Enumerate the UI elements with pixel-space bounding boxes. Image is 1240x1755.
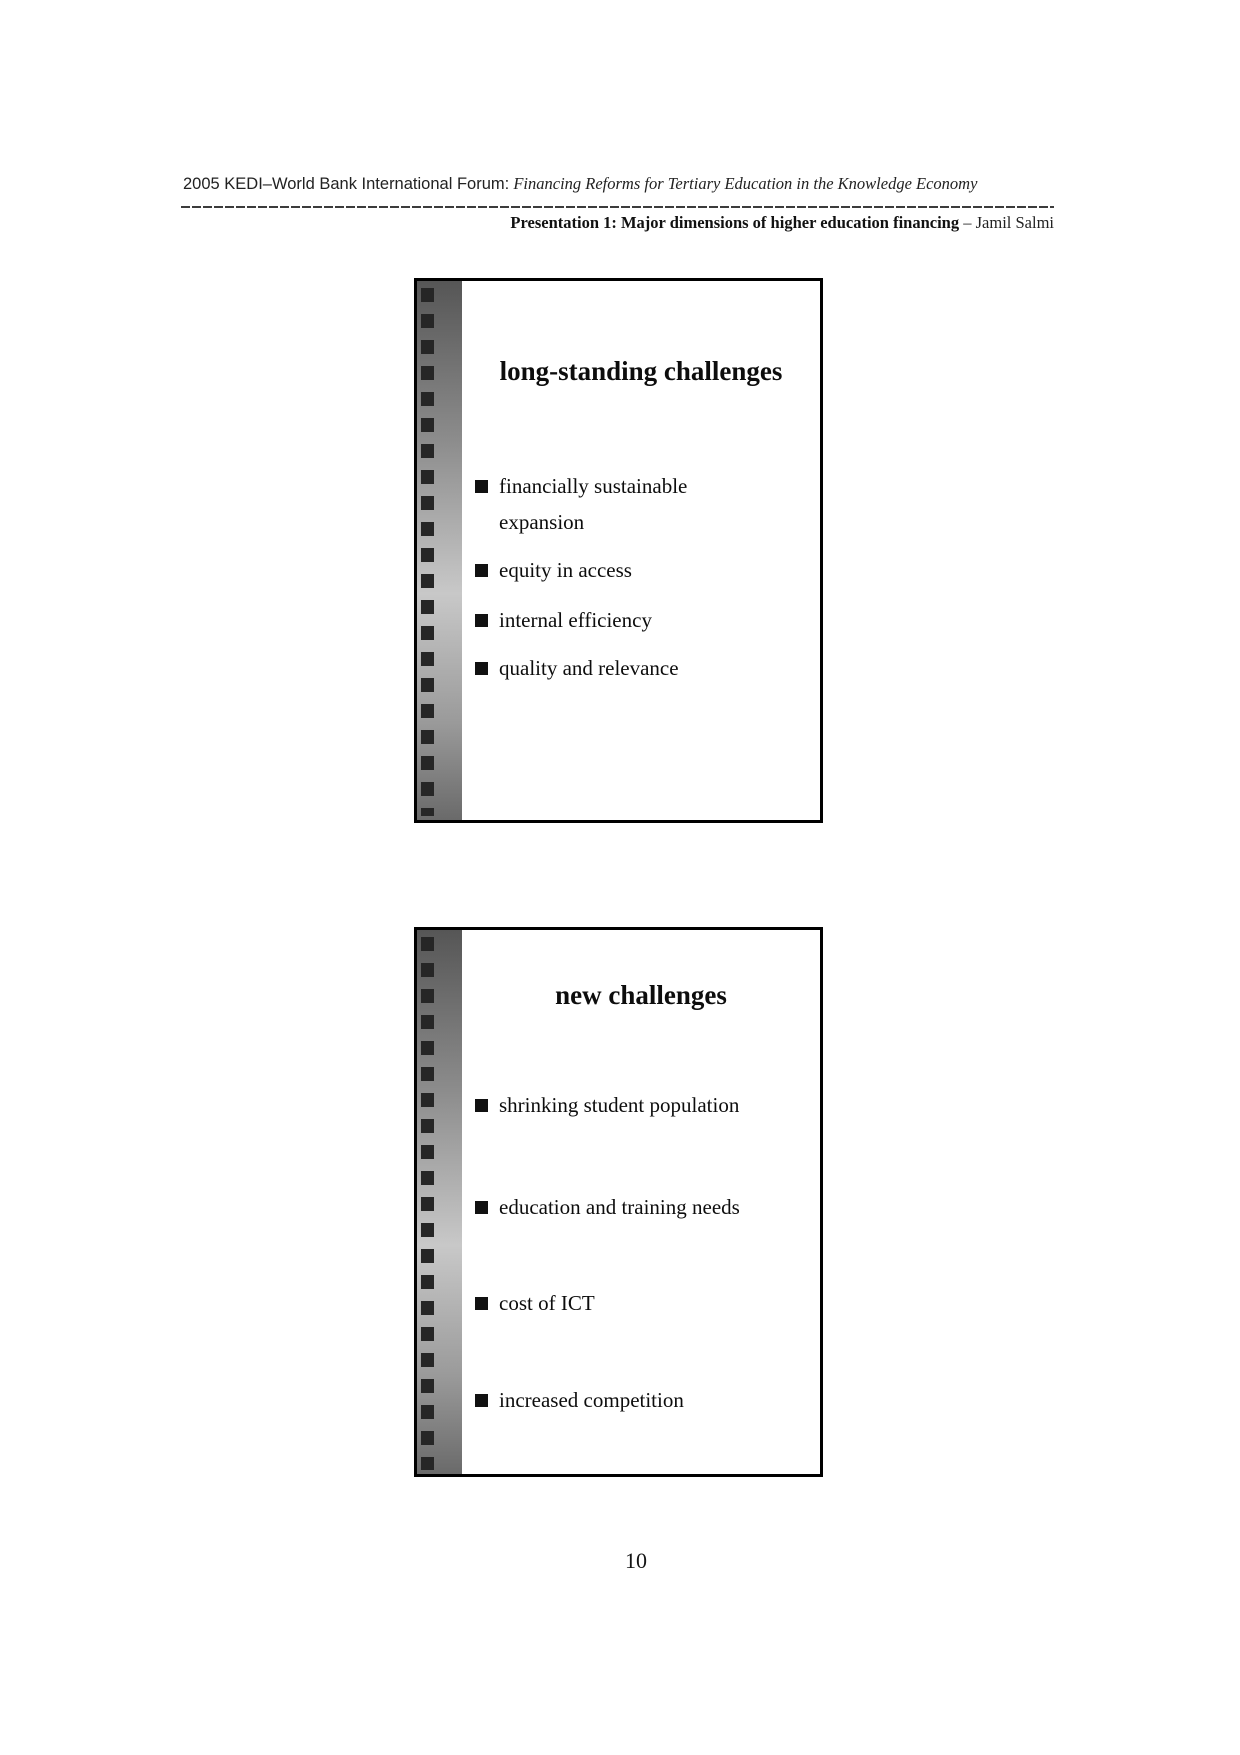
forum-title: 2005 KEDI–World Bank International Forum: bbox=[183, 175, 510, 193]
bullet-item bbox=[475, 1285, 595, 1322]
filmstrip-holes bbox=[421, 937, 434, 1470]
presentation-author: – Jamil Salmi bbox=[959, 213, 1054, 232]
square-bullet-icon bbox=[475, 1297, 488, 1310]
slide-title: new challenges bbox=[555, 980, 727, 1010]
square-bullet-icon bbox=[475, 1394, 488, 1407]
bullet-item bbox=[475, 552, 632, 589]
bullet-item bbox=[475, 1087, 739, 1124]
filmstrip-holes bbox=[421, 288, 434, 816]
presentation-title: Presentation 1: Major dimensions of higher education financing bbox=[510, 213, 960, 232]
bullet-item bbox=[475, 650, 679, 687]
slide-new-challenges bbox=[414, 927, 823, 1477]
slide-long-standing-challenges bbox=[414, 278, 823, 823]
square-bullet-icon bbox=[475, 614, 488, 627]
presentation-subtitle-line bbox=[181, 213, 1054, 233]
bullet-item bbox=[475, 602, 652, 639]
header-divider bbox=[181, 206, 1054, 208]
slide-content bbox=[462, 930, 820, 1474]
filmstrip-gradient-strip bbox=[417, 930, 462, 1474]
forum-topic: Financing Reforms for Tertiary Education in the Knowledge Economy bbox=[509, 174, 978, 193]
slide-title: long-standing challenges bbox=[499, 356, 783, 386]
bullet-text: education and training needs bbox=[499, 1195, 740, 1219]
page-number: 10 bbox=[625, 1548, 647, 1573]
bullet-text: increased competition bbox=[499, 1388, 684, 1412]
bullet-text: equity in access bbox=[499, 558, 632, 582]
header-line bbox=[183, 174, 977, 194]
square-bullet-icon bbox=[475, 1201, 488, 1214]
bullet-text: financially sustainable expansion bbox=[499, 474, 688, 534]
square-bullet-icon bbox=[475, 480, 488, 493]
bullet-text: internal efficiency bbox=[499, 608, 652, 632]
bullet-text: quality and relevance bbox=[499, 656, 679, 680]
bullet-text: cost of ICT bbox=[499, 1291, 595, 1315]
bullet-item bbox=[475, 1382, 684, 1419]
square-bullet-icon bbox=[475, 564, 488, 577]
square-bullet-icon bbox=[475, 1099, 488, 1112]
bullet-item bbox=[475, 1189, 740, 1226]
bullet-text: shrinking student population bbox=[499, 1093, 740, 1117]
filmstrip-gradient-strip bbox=[417, 281, 462, 820]
bullet-item bbox=[475, 468, 729, 540]
square-bullet-icon bbox=[475, 662, 488, 675]
slide-content bbox=[462, 281, 820, 820]
